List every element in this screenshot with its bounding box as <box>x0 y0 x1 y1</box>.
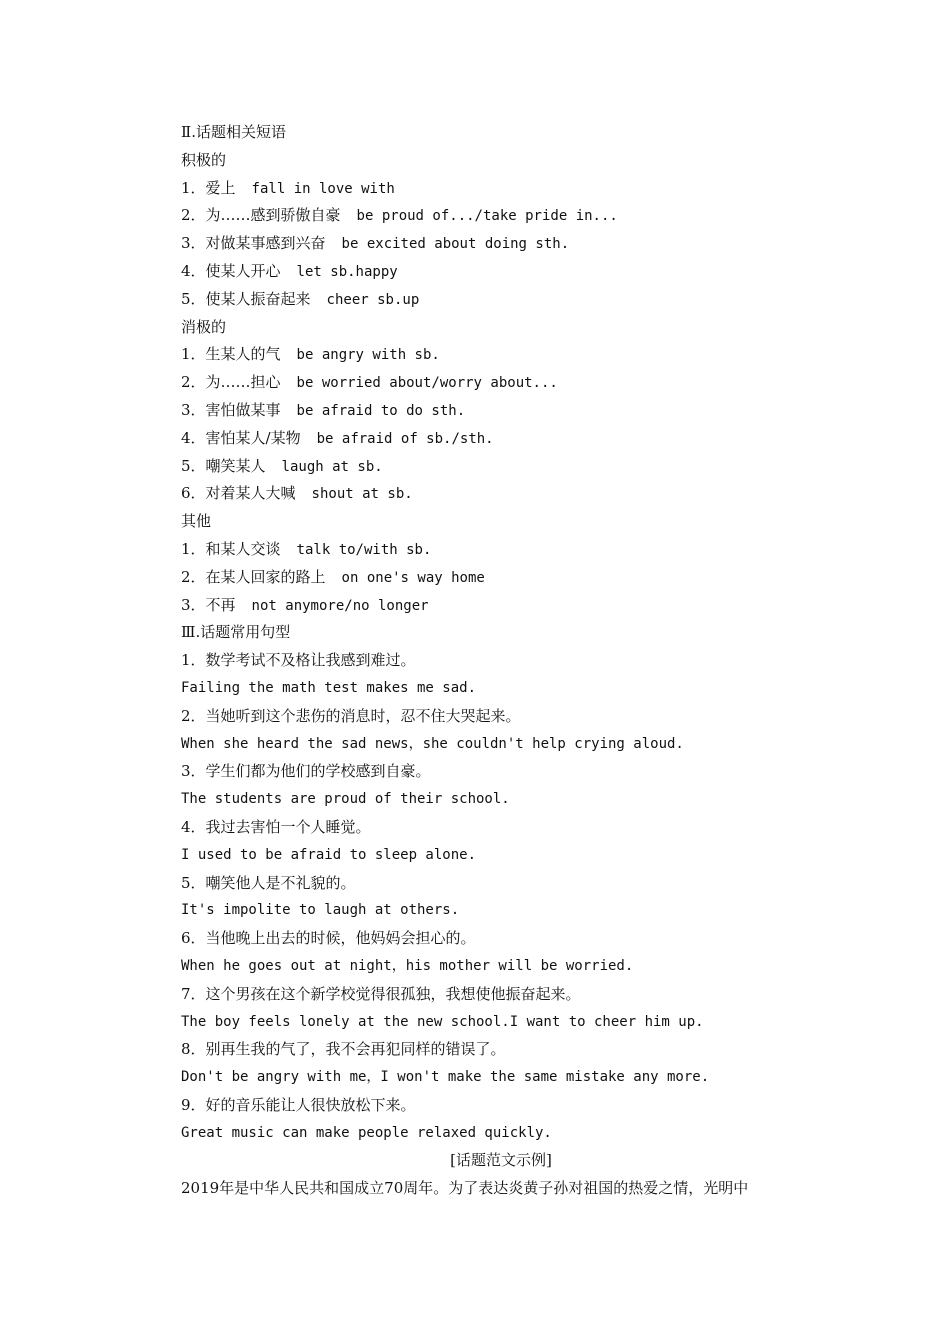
phrase-en: be angry with sb. <box>296 347 440 364</box>
phrase-en: cheer sb.up <box>326 291 420 308</box>
sentence-en: Great music can make people relaxed quickly. <box>181 1124 552 1141</box>
phrase-en: laugh at sb. <box>281 458 383 475</box>
phrase-zh: 5．使某人振奋起来 <box>181 289 311 308</box>
phrase-en: be worried about/worry about... <box>296 375 558 392</box>
document-page <box>181 119 821 1203</box>
phrase-zh: 3．不再 <box>181 595 236 614</box>
sentence-zh: 6．当他晚上出去的时候，他妈妈会担心的。 <box>181 929 476 948</box>
sentence-en: When he goes out at night，his mother will be worried. <box>181 957 634 974</box>
phrase-zh: 2．在某人回家的路上 <box>181 567 326 586</box>
example-paragraph: 2019年是中华人民共和国成立70周年。为了表达炎黄子孙对祖国的热爱之情，光明中 <box>181 1179 749 1198</box>
phrase-item <box>181 425 821 453</box>
phrase-item <box>181 286 821 314</box>
phrase-item <box>181 397 821 425</box>
sentence-zh: 1．数学考试不及格让我感到难过。 <box>181 651 416 670</box>
phrase-item <box>181 592 821 620</box>
example-heading: [话题范文示例] <box>450 1151 552 1170</box>
phrase-zh: 5．嘲笑某人 <box>181 456 266 475</box>
sentence-zh: 5．嘲笑他人是不礼貌的。 <box>181 873 356 892</box>
phrase-en: fall in love with <box>251 180 395 197</box>
phrase-item <box>181 453 821 481</box>
phrase-item <box>181 341 821 369</box>
phrase-en: be excited about doing sth. <box>341 236 570 253</box>
phrase-zh: 1．生某人的气 <box>181 345 281 364</box>
sentence-en: It's impolite to laugh at others. <box>181 902 460 919</box>
phrase-en: let sb.happy <box>296 263 398 280</box>
phrase-en: be afraid to do sth. <box>296 402 466 419</box>
phrase-zh: 4．使某人开心 <box>181 261 281 280</box>
sentence-zh: 7．这个男孩在这个新学校觉得很孤独，我想使他振奋起来。 <box>181 984 581 1003</box>
phrase-zh: 1．和某人交谈 <box>181 539 281 558</box>
sentence-en: When she heard the sad news，she couldn't help crying aloud. <box>181 735 684 752</box>
phrase-en: talk to/with sb. <box>296 541 432 558</box>
section2-heading: Ⅱ.话题相关短语 <box>181 123 286 141</box>
phrase-item <box>181 202 821 230</box>
sentence-en: The boy feels lonely at the new school.I want to cheer him up. <box>181 1013 704 1030</box>
phrase-item <box>181 536 821 564</box>
phrase-zh: 6．对着某人大喊 <box>181 484 296 503</box>
phrase-zh: 3．对做某事感到兴奋 <box>181 234 326 253</box>
phrase-en: shout at sb. <box>311 486 413 503</box>
phrase-item <box>181 564 821 592</box>
phrase-en: be afraid of sb./sth. <box>316 430 494 447</box>
sentence-zh: 3．学生们都为他们的学校感到自豪。 <box>181 762 431 781</box>
phrase-en: on one's way home <box>341 569 485 586</box>
phrase-zh: 1．爱上 <box>181 178 236 197</box>
phrase-zh: 2．为……感到骄傲自豪 <box>181 206 341 225</box>
phrase-item <box>181 230 821 258</box>
phrase-item <box>181 258 821 286</box>
phrase-zh: 2．为……担心 <box>181 373 281 392</box>
negative-label: 消极的 <box>181 317 227 336</box>
phrase-en: not anymore/no longer <box>251 597 429 614</box>
phrase-en: be proud of.../take pride in... <box>356 208 618 225</box>
sentence-zh: 8．别再生我的气了，我不会再犯同样的错误了。 <box>181 1040 506 1059</box>
phrase-zh: 3．害怕做某事 <box>181 400 281 419</box>
sentence-zh: 9．好的音乐能让人很快放松下来。 <box>181 1095 416 1114</box>
sentence-en: Don't be angry with me，I won't make the same mistake any more. <box>181 1069 710 1086</box>
phrase-item <box>181 175 821 203</box>
sentence-zh: 4．我过去害怕一个人睡觉。 <box>181 817 371 836</box>
other-label: 其他 <box>181 512 212 531</box>
phrase-item <box>181 369 821 397</box>
sentence-en: Failing the math test makes me sad. <box>181 679 477 696</box>
sentence-zh: 2．当她听到这个悲伤的消息时，忍不住大哭起来。 <box>181 706 521 725</box>
sentence-en: I used to be afraid to sleep alone. <box>181 846 477 863</box>
sentence-en: The students are proud of their school. <box>181 791 510 808</box>
positive-label: 积极的 <box>181 150 227 169</box>
section3-heading: Ⅲ.话题常用句型 <box>181 623 291 642</box>
phrase-item <box>181 480 821 508</box>
phrase-zh: 4．害怕某人/某物 <box>181 428 301 447</box>
